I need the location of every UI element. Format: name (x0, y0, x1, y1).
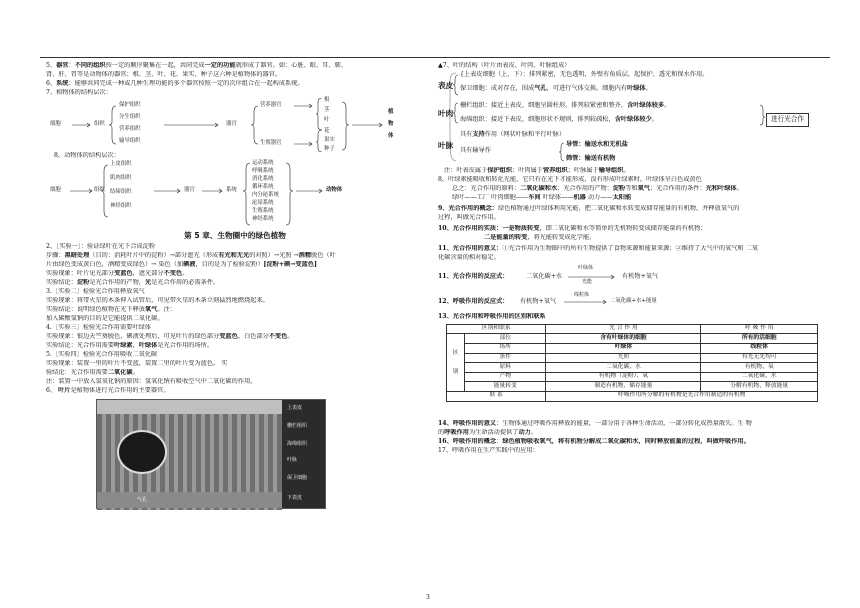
animal-structure-diagram (46, 161, 424, 227)
experiment-1-steps-cont (46, 261, 424, 270)
text-span: 。 (132, 368, 139, 376)
respiration-equation (438, 291, 830, 313)
table-row (447, 344, 818, 354)
key-term: 导管 (566, 140, 579, 148)
leaf-vein-graphic (117, 430, 167, 474)
system-circulatory: 循环系统 (252, 183, 274, 190)
key-term: 输送水和无机盐 (584, 140, 628, 148)
text-span: 叶绿体—— (540, 193, 574, 201)
text-span: 具有 (460, 130, 473, 138)
key-term: 输导组织 (598, 166, 624, 174)
table-cell: 有机物、氧 (701, 363, 818, 373)
table-cell-key: 联 系 (447, 391, 546, 401)
text-span: ；光合作用的产物： (557, 184, 613, 192)
text-span: 6、 (46, 386, 59, 394)
equation-products: 有机物+氧气 (622, 272, 659, 280)
palisade-tissue (460, 102, 670, 110)
text-span: 步骤： (46, 251, 65, 259)
table-row (447, 353, 818, 363)
photosynthesis-definition-cont: 过程，叫做光合作用。 (438, 213, 500, 221)
key-term: 叶绿体 (138, 341, 158, 349)
key-term: 车间 (528, 193, 541, 201)
system-definition (46, 80, 424, 89)
text-span: 是光合作用的产物， (89, 278, 145, 286)
text-span: 作用（网状叶脉和平行叶脉） (484, 130, 566, 138)
respiration-significance-cont (438, 429, 830, 438)
term-organ: 器官 (56, 62, 69, 69)
term-system: 系统 (56, 79, 69, 87)
experiment-1-steps (46, 252, 424, 261)
key-term: 光 (145, 278, 152, 286)
key-term: 碘液 (183, 260, 196, 268)
table-header-row (447, 324, 818, 334)
respiration-significance (438, 420, 830, 429)
text-span: （目的：消耗叶片中的淀粉）→部分遮光（形成 (89, 251, 219, 259)
text-span: 就形成了器官。如：心脏、眼、耳、肺、 (235, 62, 347, 69)
photosynthesis-definition (438, 205, 830, 214)
text-span: 实验现象：银边天竺葵脱色，碘液处理后，可见叶片的绿色部分 (46, 332, 220, 340)
key-term: 太阳能 (612, 193, 632, 201)
text-span: 的对照）→光照 → (249, 251, 299, 259)
label-lower-epidermis: 下表皮 (287, 494, 303, 501)
sieve-tubes (566, 155, 616, 163)
system-nervous: 神经系统 (252, 215, 274, 222)
category-char: 别 (452, 369, 459, 376)
label-vein: 叶脉 (287, 456, 298, 463)
system-reproductive: 生殖系统 (252, 207, 274, 214)
equation-label: 12、呼吸作用的反应式： (438, 297, 509, 305)
experiment-4-note: 注：装置一中放入氢氧化钠的原因：氢氧化钠有吸收空气中二氧化碳的作用。 (46, 377, 257, 385)
equation-condition-top: 叶绿体 (578, 264, 594, 271)
photosynthesis-essence-cont (484, 234, 830, 243)
table-header: 区别和联系 (447, 324, 546, 334)
organ-root: 根 (324, 96, 330, 103)
text-span: 的 (438, 428, 445, 436)
factory-analogy (452, 194, 830, 203)
term-function: 一定的功能 (204, 62, 236, 69)
chapter-title: 第 5 章、生物圈中的绿色植物 (184, 230, 286, 240)
system-locomotion: 运动系统 (252, 159, 274, 166)
table-cell: 二氧化碳、水 (546, 363, 701, 373)
colon: ： (496, 437, 503, 445)
table-cell-key: 原料 (465, 363, 546, 373)
key-term: 淀粉 (76, 278, 90, 286)
text-span: ；光合作用的条件： (650, 184, 706, 192)
experiment-3-phenomenon (46, 333, 424, 342)
text-span: 。 (736, 184, 743, 192)
key-term: 二是能量的转变 (484, 233, 528, 241)
key-term: 含叶绿体较多 (627, 101, 665, 109)
table-cell: 有机物（淀粉）、氧 (546, 372, 701, 382)
plant-levels-heading: 7、植物体的结构层次： (46, 88, 112, 96)
category-char: 区 (452, 349, 459, 356)
plant-body-2: 物 (388, 120, 394, 127)
table-cell: 叶绿体 (546, 344, 701, 354)
photosynthesis-box: 进行光合作 (766, 113, 809, 127)
node-organ: 器官 (226, 120, 237, 127)
text-span: 片由绿色变成黄白色，酒精变成绿色）→ 染色（加 (46, 260, 184, 268)
leaf-main-organ (46, 387, 424, 396)
organ-stem: 茎 (324, 106, 330, 113)
animal-tree-lines (46, 161, 424, 227)
page-number: 3 (426, 594, 430, 601)
text-span: ，即二氧化碳和水等简单的无机物转变成储存能量的有机物； (539, 224, 707, 232)
label-stoma: 气孔 (137, 497, 148, 504)
text-span: 。 (287, 332, 294, 340)
text-span: 实验结论： (46, 278, 77, 286)
experiment-4-phenomenon: 实验现象：装置一里的叶片不变蓝，装置二里的叶片变为蓝色。 实 (46, 359, 228, 367)
key-term: 叶绿素 (114, 341, 133, 349)
equation-reactants: 二氧化碳+水 (526, 272, 563, 280)
text-span: 为生命活动提供了 (468, 428, 519, 436)
experiment-1-phenomenon (46, 270, 424, 279)
key-term: 动力 (518, 428, 531, 436)
node-cell: 细胞 (50, 186, 61, 193)
key-term: [淀粉+碘→变蓝色] (263, 260, 317, 268)
label-upper-epidermis: 上表皮 (287, 404, 303, 411)
experiment-3-conclusion (46, 342, 424, 351)
table-cell: 呼吸作用所分解的有机物是光合作用制造的有机物 (546, 391, 818, 401)
tissue-connective: 结缔组织 (110, 188, 132, 195)
table-cell: 含有叶绿体的细胞 (546, 334, 701, 344)
experiment-1-title: 2、［实验一］：验证绿叶在光下合成淀粉 (46, 242, 156, 250)
equation-label: 11、光合作用的反应式： (438, 272, 509, 280)
key-term: 酒精 (298, 251, 312, 259)
text-span: 脱色（叶 (311, 251, 336, 259)
key-term: 筛管 (566, 154, 579, 162)
table-cell: 有光无光均可 (701, 353, 818, 363)
text-span: 。 (182, 269, 189, 277)
table-cell-key: 部位 (465, 334, 546, 344)
table-cell-key: 能量转变 (465, 382, 546, 392)
text-span: 注：叶表皮属于 (444, 166, 488, 174)
photosynthesis-significance-cont: 化碳含量的相对稳定。 (438, 253, 500, 261)
item-number: 6、 (46, 79, 57, 87)
text-span: 栅栏组织：接近上表皮，细胞呈圆柱形，排列较紧密和整齐， (460, 101, 628, 109)
key-term: 一是物质转变 (502, 224, 540, 232)
table-cell-key: 条件 (465, 353, 546, 363)
respiration-application: 17、呼吸作用在生产实践中的应用： (438, 446, 539, 454)
lower-epidermis-graphic (97, 492, 282, 508)
table-row (447, 363, 818, 373)
organ-definition (46, 62, 424, 71)
key-term: 黑暗处理 (64, 251, 90, 259)
text-span: 验结论：光合作用需要 (46, 368, 108, 376)
text-span: 是植物体进行光合作用的主要器官。 (70, 386, 170, 394)
tissue-protective: 保护组织 (119, 101, 141, 108)
left-column (46, 62, 424, 509)
tissue-nutrient: 营养组织 (119, 125, 141, 132)
organ-seed: 种子 (324, 145, 335, 152)
key-term: 9、光合作用的概念： (438, 204, 498, 212)
experiment-4-conclusion (46, 369, 424, 378)
key-term: 呼吸作用的概念 (452, 437, 497, 445)
key-term: 氧气 (637, 184, 650, 192)
text-span: 按一定的顺序聚集在一起，共同完成 (105, 62, 205, 69)
upper-epidermis-graphic (97, 400, 282, 414)
table-cell: 二氧化碳、水 (701, 372, 818, 382)
node-tissue: 组织 (94, 186, 105, 193)
table-cell: 线粒体 (701, 344, 818, 354)
system-urinary: 泌尿系统 (252, 199, 274, 206)
organ-flower: 花 (324, 127, 330, 134)
text-span: ，目的是为了检验淀粉） (195, 260, 264, 268)
photosynthesis-equation (438, 266, 830, 288)
node-cell: 细胞 (50, 120, 61, 127)
equation-products: 二氧化碳+水+能量 (610, 297, 657, 304)
experiment-1-conclusion (46, 279, 424, 288)
text-span: 。注： (157, 305, 176, 313)
colon: ： (68, 62, 75, 69)
vein-support (460, 131, 565, 139)
comparison-heading: 13、光合作用和呼吸作用的区别和联系 (438, 312, 546, 320)
organ-definition-cont: 肾、肝、胃等是动物体的器官；根、茎、叶、花、果实、种子这六种是植物体的器官。 (46, 70, 282, 78)
label-palisade: 栅栏组织 (287, 422, 308, 429)
text-span: 。 (664, 101, 671, 109)
table-cell-key: 产物 (465, 372, 546, 382)
text-span: 绿叶——工厂 叶肉细胞—— (452, 193, 529, 201)
tissue-conducting: 输导组织 (119, 137, 141, 144)
organ-fruit: 果实 (324, 136, 335, 143)
key-term: 气孔 (534, 84, 547, 92)
label-guard-cell: 保卫细胞 (287, 474, 308, 481)
term-tissue: 不同的组织 (74, 62, 106, 69)
key-term: 呼吸作用的意义 (452, 419, 497, 427)
table-cell: 制造有机物，储存能量 (546, 382, 701, 392)
equation-condition-top: 线粒体 (574, 291, 590, 298)
text-span: 总之：光合作用的原料： (452, 184, 521, 192)
table-row (447, 372, 818, 382)
key-term: 绿色植物吸收氧气，将有机物分解成二氧化碳和水，同时释放能量的过程，叫做呼吸作用。 (502, 437, 750, 445)
text-span: 。 (530, 428, 537, 436)
table-header: 呼 吸 作 用 (701, 324, 818, 334)
label-epidermis: 表皮 (438, 80, 454, 90)
spongy-tissue (460, 116, 658, 124)
table-row (447, 391, 818, 401)
system-endocrine: 内分泌系统 (252, 191, 279, 198)
text-span: 实验结论：光合作用需要 (46, 341, 115, 349)
text-span: ，白色部分 (237, 332, 269, 340)
text-span: ；叶脉属于 (567, 166, 599, 174)
key-term: 呼吸作用 (444, 428, 469, 436)
plant-body-1: 植 (388, 108, 394, 115)
vessels (566, 141, 628, 149)
text-span: ，将光能转变成化学能。 (527, 233, 596, 241)
table-cell: 光照 (546, 353, 701, 363)
organ-leaf: 叶 (324, 116, 330, 123)
key-term: 14、 (438, 419, 453, 427)
text-span: ：能够共同完成一种或几种生理功能的多个器官按照一定的次序组合在一起构成系统。 (68, 79, 304, 87)
plant-body-3: 体 (388, 132, 394, 139)
key-term: 10、光合作用的实质： (438, 224, 503, 232)
key-term: 支持 (472, 130, 485, 138)
table-row (447, 382, 818, 392)
leaf-structure-heading: ▲7、叶的结构（叶片由表皮、叶肉、叶脉组成） (438, 62, 571, 69)
text-span: ①光合作用为生物圈中的所有生物提供了食物来源和能量来源；②维持了大气中的氧气和 二氧 (502, 244, 758, 252)
photosynthesis-summary (452, 185, 830, 194)
key-term: 二氧化碳和水 (520, 184, 558, 192)
text-span: 实验结论：说明绿色植物在光下释放 (46, 305, 145, 313)
key-term: 机器 (573, 193, 586, 201)
label-spongy: 海绵组织 (287, 440, 308, 447)
table-cell: 所有的活细胞 (701, 334, 818, 344)
guard-cells (460, 85, 652, 93)
equation-condition-bottom: 光能 (582, 278, 593, 285)
experiment-3-title: 4.［实验三］检验光合作用需要叶绿体 (46, 323, 151, 331)
label-vein: 叶脉 (438, 140, 454, 150)
key-term: 光和叶绿体 (705, 184, 737, 192)
animal-levels-heading: 8、动物体的结构层次： (54, 151, 120, 159)
text-span: ：生物体通过呼吸作用释放的能量，一部分用于各种生命活动，一部分转化成热量散失。生 物 (496, 419, 752, 427)
tissue-muscle: 肌肉组织 (110, 174, 132, 181)
text-span: 是光合作用的场所。 (157, 341, 214, 349)
key-term: 有光和无光 (218, 251, 250, 259)
text-span: 动力—— (585, 193, 613, 201)
table-cell-category (447, 334, 465, 392)
text-span: 。 (623, 166, 630, 174)
text-span: 海绵组织：接近下表皮，细胞形状不规则，排列较疏松， (460, 115, 615, 123)
node-animal-body: 动物体 (326, 186, 343, 193)
tissue-nerve: 神经组织 (110, 202, 132, 209)
key-term: 不变色 (163, 269, 183, 277)
header-rule (40, 57, 830, 58)
respiration-definition (438, 438, 830, 447)
tissue-meristem: 分生组织 (119, 113, 141, 120)
text-span: 绿色植物通过叶绿体利用光能，把二氧化碳和水转变成储存能量的有机物，并释放氧气的 (498, 204, 740, 212)
chlorophyll-note: 8、叶绿素能吸收和转化光能，它只有在光下才能形成，没有形成叶绿素时，叶绿体呈白色或黄色 (438, 175, 702, 183)
colon: ： (578, 154, 585, 162)
node-organ: 器官 (184, 186, 195, 193)
key-term: 保护组织 (487, 166, 513, 174)
system-respiratory: 呼吸系统 (252, 167, 274, 174)
tissue-type-note (444, 167, 830, 176)
tissue-epithelial: 上皮组织 (110, 160, 132, 167)
key-term: 不变色 (268, 332, 288, 340)
node-tissue: 组织 (94, 120, 105, 127)
key-term: 氧气 (145, 305, 158, 313)
experiment-2-title: 3.［实验二］检验光合作用释放氧气 (46, 287, 145, 295)
item-number: 5、 (46, 62, 57, 69)
key-term: 营养组织 (543, 166, 568, 174)
key-term: 含叶绿体较少 (614, 115, 652, 123)
experiment-2-note: 加入碳酸氢钠的目的是它能提供二氧化碳。 (46, 314, 164, 322)
comparison-table (446, 324, 818, 402)
label-mesophyll: 叶肉 (438, 108, 454, 118)
experiment-2-phenomenon: 实验现象：将带火星的木条伸入试管后，可见带火星的木条立刻猛烈地燃烧起来。 (46, 296, 269, 304)
text-span: ；叶肉属于 (512, 166, 543, 174)
leaf-cross-section-figure (96, 399, 326, 509)
key-term: 叶片 (58, 386, 71, 394)
table-cell-key: 场所 (465, 344, 546, 354)
table-cell: 分解有机物，释放能量 (701, 382, 818, 392)
text-span: 。 (645, 84, 652, 92)
text-span: 保卫细胞：成对存在，围成 (460, 84, 535, 92)
right-column (438, 62, 830, 456)
key-term: 输送有机物 (584, 154, 616, 162)
colon: ： (578, 140, 585, 148)
text-span: ，遮光部分 (132, 269, 164, 277)
key-term: 11、光合作用的意义： (438, 244, 503, 252)
vein-conduct: 具有输导作 (460, 146, 491, 154)
key-term: 叶绿体 (627, 84, 646, 92)
key-term: 变蓝色 (114, 269, 133, 277)
table-row (447, 334, 818, 344)
leaf-structure-diagram (438, 71, 830, 167)
key-term: 16、 (438, 437, 453, 445)
experiment-2-conclusion (46, 306, 424, 315)
table-header: 光 合 作 用 (546, 324, 701, 334)
photosynthesis-essence (438, 225, 830, 234)
plant-structure-diagram (46, 98, 424, 152)
text-span: 。 (651, 115, 658, 123)
experiment-4-title: 5.［实验四］检验光合作用吸收二氧化碳 (46, 350, 158, 358)
photosynthesis-significance (438, 245, 830, 254)
text-span: ，可进行气体交换。细胞内有 (546, 84, 628, 92)
node-system: 系统 (226, 186, 237, 193)
equation-reactants: 有机物+氧气 (520, 297, 557, 305)
text-span: ， (132, 341, 139, 349)
key-term: 二氧化碳 (107, 368, 133, 376)
text-span: 是光合作用的必需条件。 (151, 278, 220, 286)
text-span: 等和 (625, 184, 638, 192)
key-term: 淀粉 (612, 184, 626, 192)
text-span: 实验现象：叶片见光部分 (46, 269, 115, 277)
system-digestive: 消化系统 (252, 175, 274, 182)
node-vegetative-organ: 营养器官 (260, 101, 282, 108)
key-term: 变蓝色 (219, 332, 238, 340)
node-reproductive-organ: 生殖器官 (260, 139, 282, 146)
epidermis-cells: {上表皮细胞（上、下）：排列紧密，无色透明，外壁有角质层，起保护、透光和保水作用。 (460, 70, 709, 78)
